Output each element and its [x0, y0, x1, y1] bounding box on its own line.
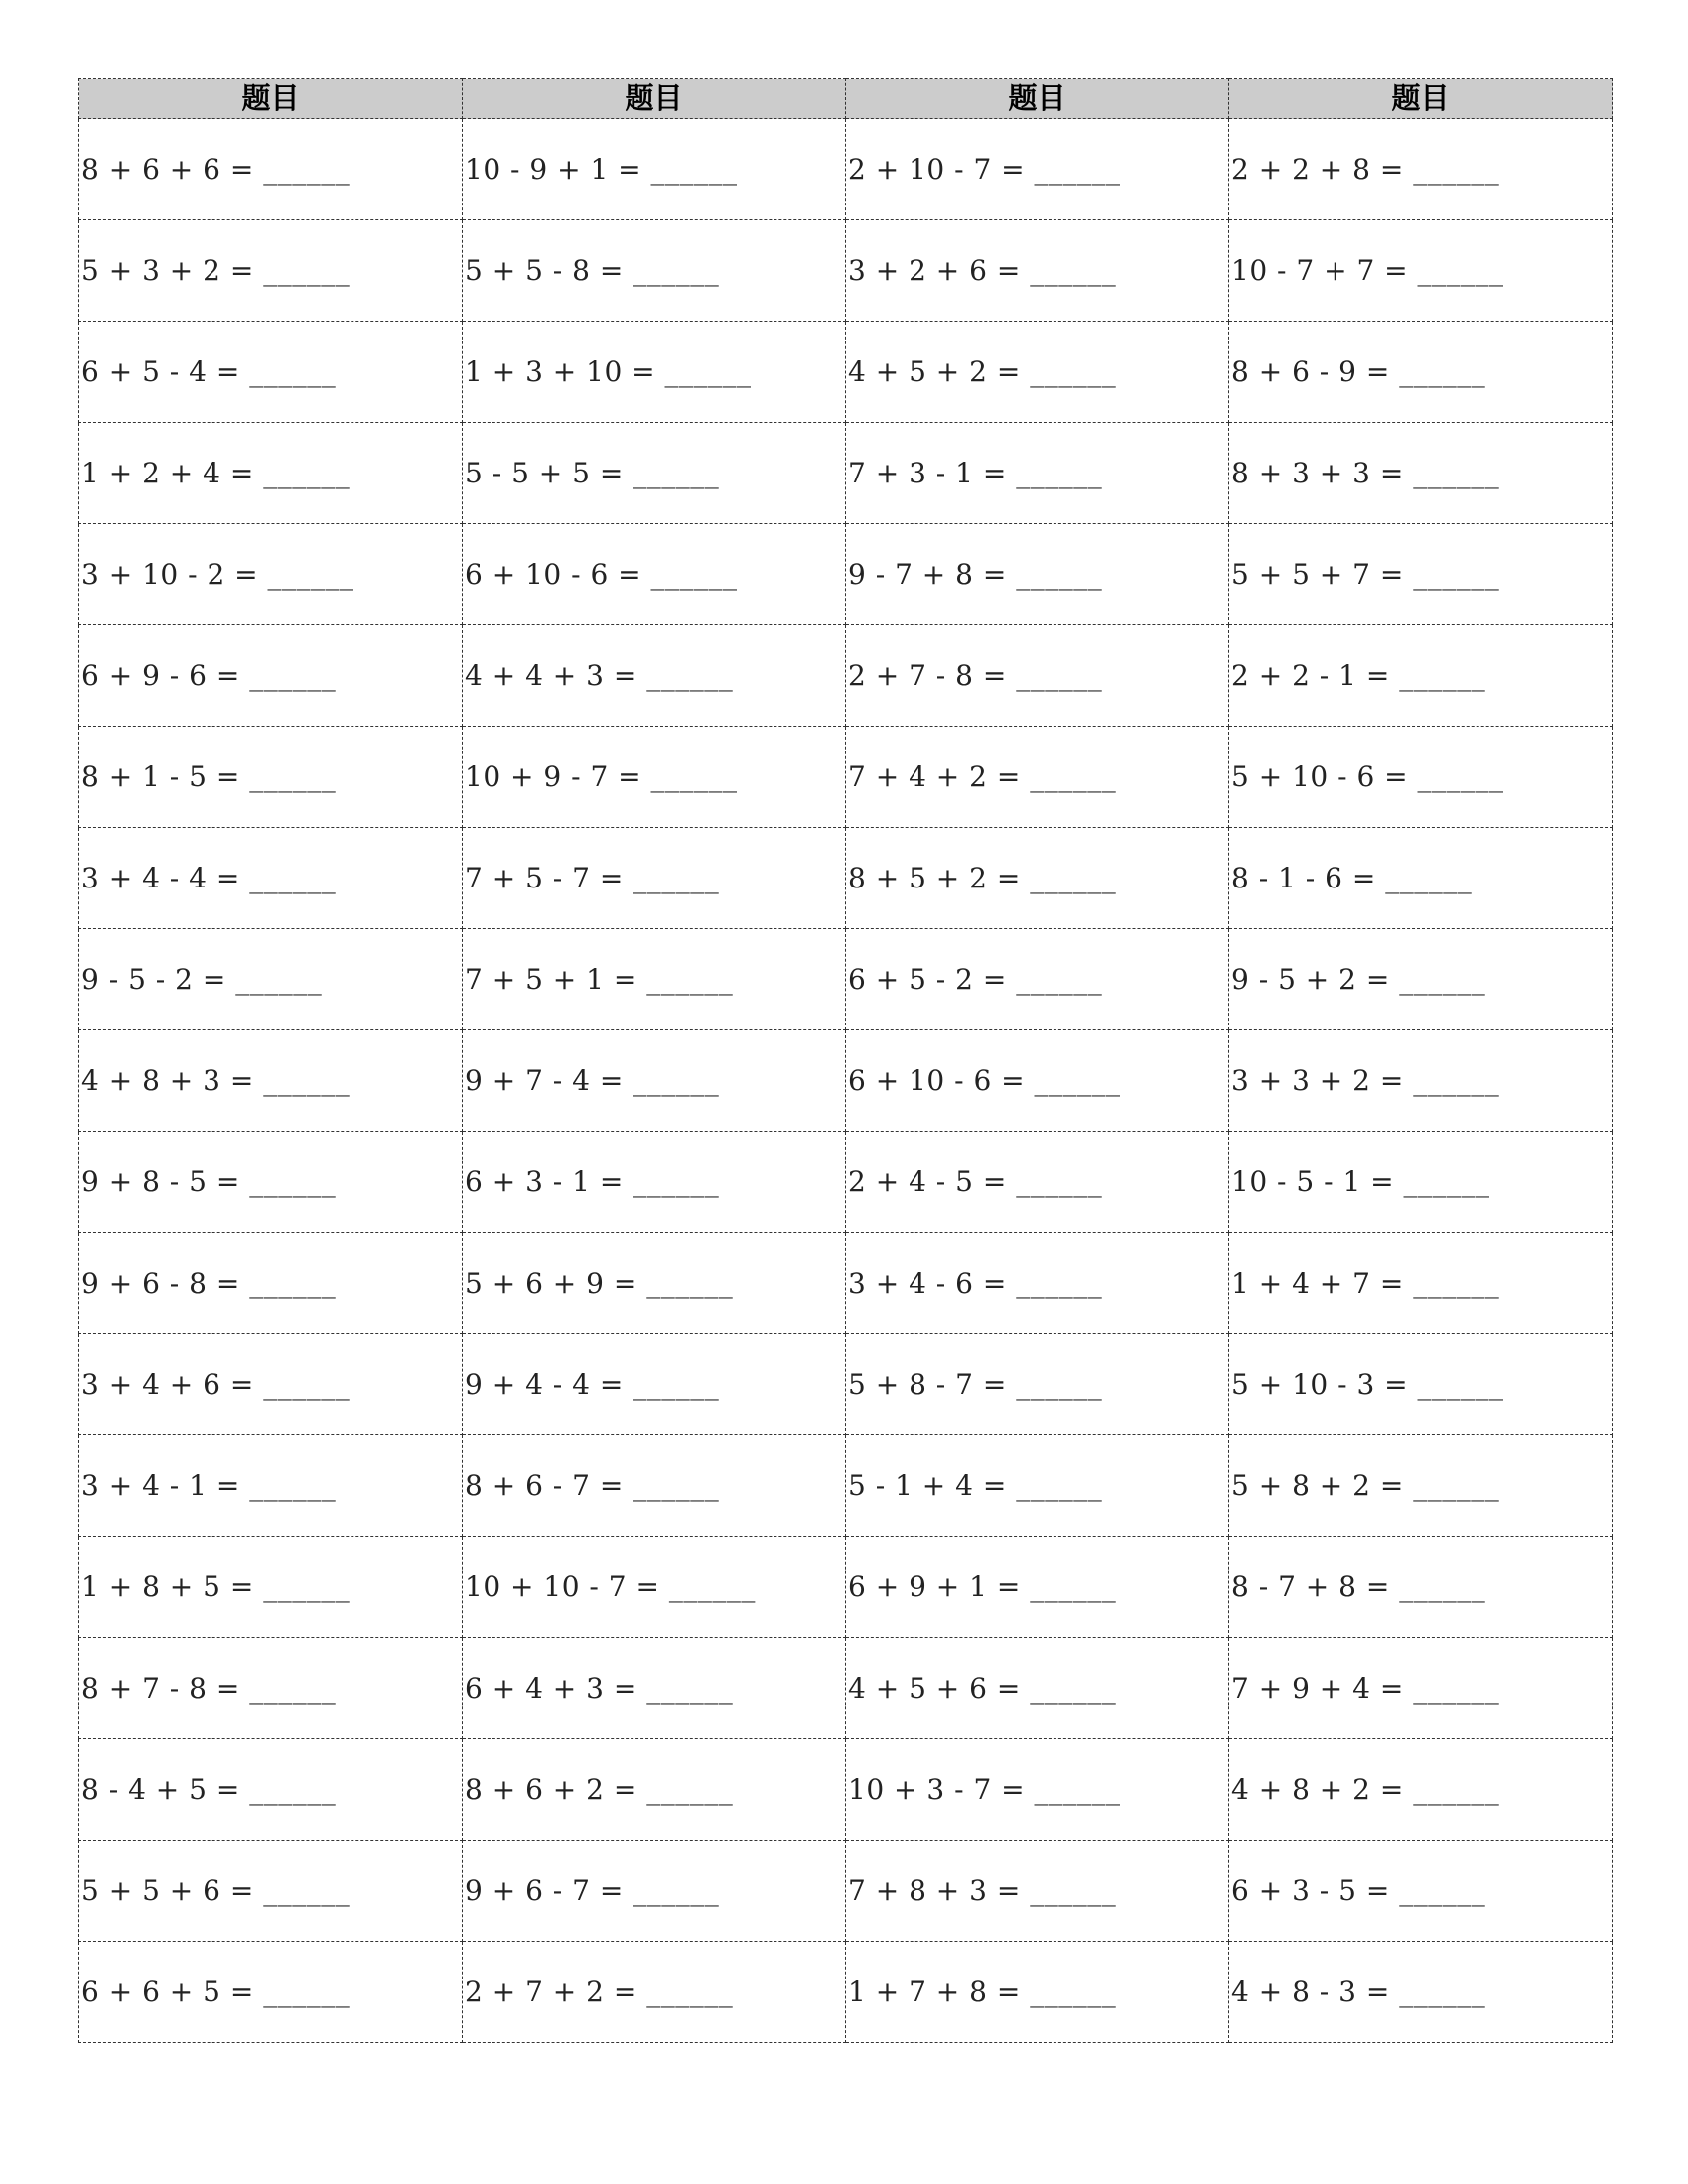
- problem-cell: 3 + 4 - 4 = ______: [79, 828, 463, 929]
- problem-cell: 5 + 5 + 7 = ______: [1229, 524, 1613, 625]
- table-row: [79, 220, 1613, 322]
- problem-cell: 10 - 5 - 1 = ______: [1229, 1132, 1613, 1233]
- problem-cell: 8 + 5 + 2 = ______: [846, 828, 1229, 929]
- problem-cell: 7 + 5 - 7 = ______: [463, 828, 846, 929]
- table-row: [79, 1233, 1613, 1334]
- problem-cell: 4 + 8 + 3 = ______: [79, 1030, 463, 1132]
- problem-cell: 6 + 10 - 6 = ______: [463, 524, 846, 625]
- problem-cell: 2 + 2 + 8 = ______: [1229, 119, 1613, 220]
- table-row: [79, 1739, 1613, 1841]
- problem-cell: 3 + 4 + 6 = ______: [79, 1334, 463, 1435]
- problem-cell: 5 + 3 + 2 = ______: [79, 220, 463, 322]
- problem-cell: 10 + 3 - 7 = ______: [846, 1739, 1229, 1841]
- problem-cell: 5 + 6 + 9 = ______: [463, 1233, 846, 1334]
- problem-cell: 7 + 4 + 2 = ______: [846, 727, 1229, 828]
- problem-cell: 2 + 10 - 7 = ______: [846, 119, 1229, 220]
- problem-cell: 9 + 7 - 4 = ______: [463, 1030, 846, 1132]
- problem-cell: 5 - 5 + 5 = ______: [463, 423, 846, 524]
- problem-cell: 5 + 8 + 2 = ______: [1229, 1435, 1613, 1537]
- problem-cell: 7 + 8 + 3 = ______: [846, 1841, 1229, 1942]
- worksheet: [78, 78, 1612, 2043]
- problem-cell: 2 + 7 + 2 = ______: [463, 1942, 846, 2043]
- table-row: [79, 1537, 1613, 1638]
- problem-cell: 8 + 3 + 3 = ______: [1229, 423, 1613, 524]
- problem-cell: 6 + 4 + 3 = ______: [463, 1638, 846, 1739]
- table-row: [79, 929, 1613, 1030]
- problem-cell: 6 + 10 - 6 = ______: [846, 1030, 1229, 1132]
- problem-cell: 9 - 5 + 2 = ______: [1229, 929, 1613, 1030]
- header-row: [79, 79, 1613, 119]
- problem-cell: 3 + 4 - 6 = ______: [846, 1233, 1229, 1334]
- problem-cell: 3 + 2 + 6 = ______: [846, 220, 1229, 322]
- table-row: [79, 1638, 1613, 1739]
- table-row: [79, 727, 1613, 828]
- problem-cell: 8 + 6 + 2 = ______: [463, 1739, 846, 1841]
- problem-cell: 6 + 9 + 1 = ______: [846, 1537, 1229, 1638]
- problem-cell: 5 + 5 + 6 = ______: [79, 1841, 463, 1942]
- problem-cell: 4 + 8 + 2 = ______: [1229, 1739, 1613, 1841]
- table-row: [79, 828, 1613, 929]
- table-row: [79, 119, 1613, 220]
- problem-cell: 5 + 10 - 3 = ______: [1229, 1334, 1613, 1435]
- table-row: [79, 524, 1613, 625]
- problem-cell: 2 + 7 - 8 = ______: [846, 625, 1229, 727]
- problem-table: [78, 78, 1613, 2043]
- problem-cell: 9 + 6 - 8 = ______: [79, 1233, 463, 1334]
- problem-cell: 2 + 2 - 1 = ______: [1229, 625, 1613, 727]
- problem-cell: 6 + 5 - 4 = ______: [79, 322, 463, 423]
- problem-cell: 10 - 7 + 7 = ______: [1229, 220, 1613, 322]
- problem-cell: 9 + 8 - 5 = ______: [79, 1132, 463, 1233]
- problem-cell: 8 - 4 + 5 = ______: [79, 1739, 463, 1841]
- problem-cell: 9 - 5 - 2 = ______: [79, 929, 463, 1030]
- column-header: 题目: [79, 79, 463, 119]
- problem-cell: 10 + 10 - 7 = ______: [463, 1537, 846, 1638]
- problem-rows: [79, 119, 1613, 2043]
- table-row: [79, 322, 1613, 423]
- problem-cell: 4 + 8 - 3 = ______: [1229, 1942, 1613, 2043]
- problem-cell: 6 + 6 + 5 = ______: [79, 1942, 463, 2043]
- table-row: [79, 1334, 1613, 1435]
- problem-cell: 10 - 9 + 1 = ______: [463, 119, 846, 220]
- problem-cell: 6 + 3 - 5 = ______: [1229, 1841, 1613, 1942]
- problem-cell: 4 + 5 + 6 = ______: [846, 1638, 1229, 1739]
- problem-cell: 1 + 7 + 8 = ______: [846, 1942, 1229, 2043]
- table-row: [79, 1132, 1613, 1233]
- problem-cell: 9 + 4 - 4 = ______: [463, 1334, 846, 1435]
- problem-cell: 8 - 1 - 6 = ______: [1229, 828, 1613, 929]
- table-row: [79, 1942, 1613, 2043]
- problem-cell: 5 - 1 + 4 = ______: [846, 1435, 1229, 1537]
- problem-cell: 10 + 9 - 7 = ______: [463, 727, 846, 828]
- table-row: [79, 1435, 1613, 1537]
- problem-cell: 5 + 8 - 7 = ______: [846, 1334, 1229, 1435]
- problem-cell: 3 + 10 - 2 = ______: [79, 524, 463, 625]
- table-row: [79, 625, 1613, 727]
- problem-cell: 8 + 6 - 9 = ______: [1229, 322, 1613, 423]
- problem-cell: 8 - 7 + 8 = ______: [1229, 1537, 1613, 1638]
- problem-cell: 6 + 5 - 2 = ______: [846, 929, 1229, 1030]
- problem-cell: 5 + 5 - 8 = ______: [463, 220, 846, 322]
- column-header: 题目: [1229, 79, 1613, 119]
- problem-cell: 9 + 6 - 7 = ______: [463, 1841, 846, 1942]
- problem-cell: 1 + 8 + 5 = ______: [79, 1537, 463, 1638]
- problem-cell: 8 + 6 + 6 = ______: [79, 119, 463, 220]
- problem-cell: 5 + 10 - 6 = ______: [1229, 727, 1613, 828]
- problem-cell: 7 + 9 + 4 = ______: [1229, 1638, 1613, 1739]
- table-row: [79, 1030, 1613, 1132]
- problem-cell: 1 + 3 + 10 = ______: [463, 322, 846, 423]
- problem-cell: 6 + 9 - 6 = ______: [79, 625, 463, 727]
- problem-cell: 8 + 7 - 8 = ______: [79, 1638, 463, 1739]
- column-header: 题目: [463, 79, 846, 119]
- problem-cell: 3 + 3 + 2 = ______: [1229, 1030, 1613, 1132]
- problem-cell: 1 + 4 + 7 = ______: [1229, 1233, 1613, 1334]
- problem-cell: 8 + 1 - 5 = ______: [79, 727, 463, 828]
- problem-cell: 7 + 5 + 1 = ______: [463, 929, 846, 1030]
- problem-cell: 4 + 4 + 3 = ______: [463, 625, 846, 727]
- problem-cell: 7 + 3 - 1 = ______: [846, 423, 1229, 524]
- problem-cell: 8 + 6 - 7 = ______: [463, 1435, 846, 1537]
- column-header: 题目: [846, 79, 1229, 119]
- problem-cell: 1 + 2 + 4 = ______: [79, 423, 463, 524]
- problem-cell: 3 + 4 - 1 = ______: [79, 1435, 463, 1537]
- table-row: [79, 423, 1613, 524]
- problem-cell: 4 + 5 + 2 = ______: [846, 322, 1229, 423]
- table-row: [79, 1841, 1613, 1942]
- problem-cell: 9 - 7 + 8 = ______: [846, 524, 1229, 625]
- problem-cell: 2 + 4 - 5 = ______: [846, 1132, 1229, 1233]
- problem-cell: 6 + 3 - 1 = ______: [463, 1132, 846, 1233]
